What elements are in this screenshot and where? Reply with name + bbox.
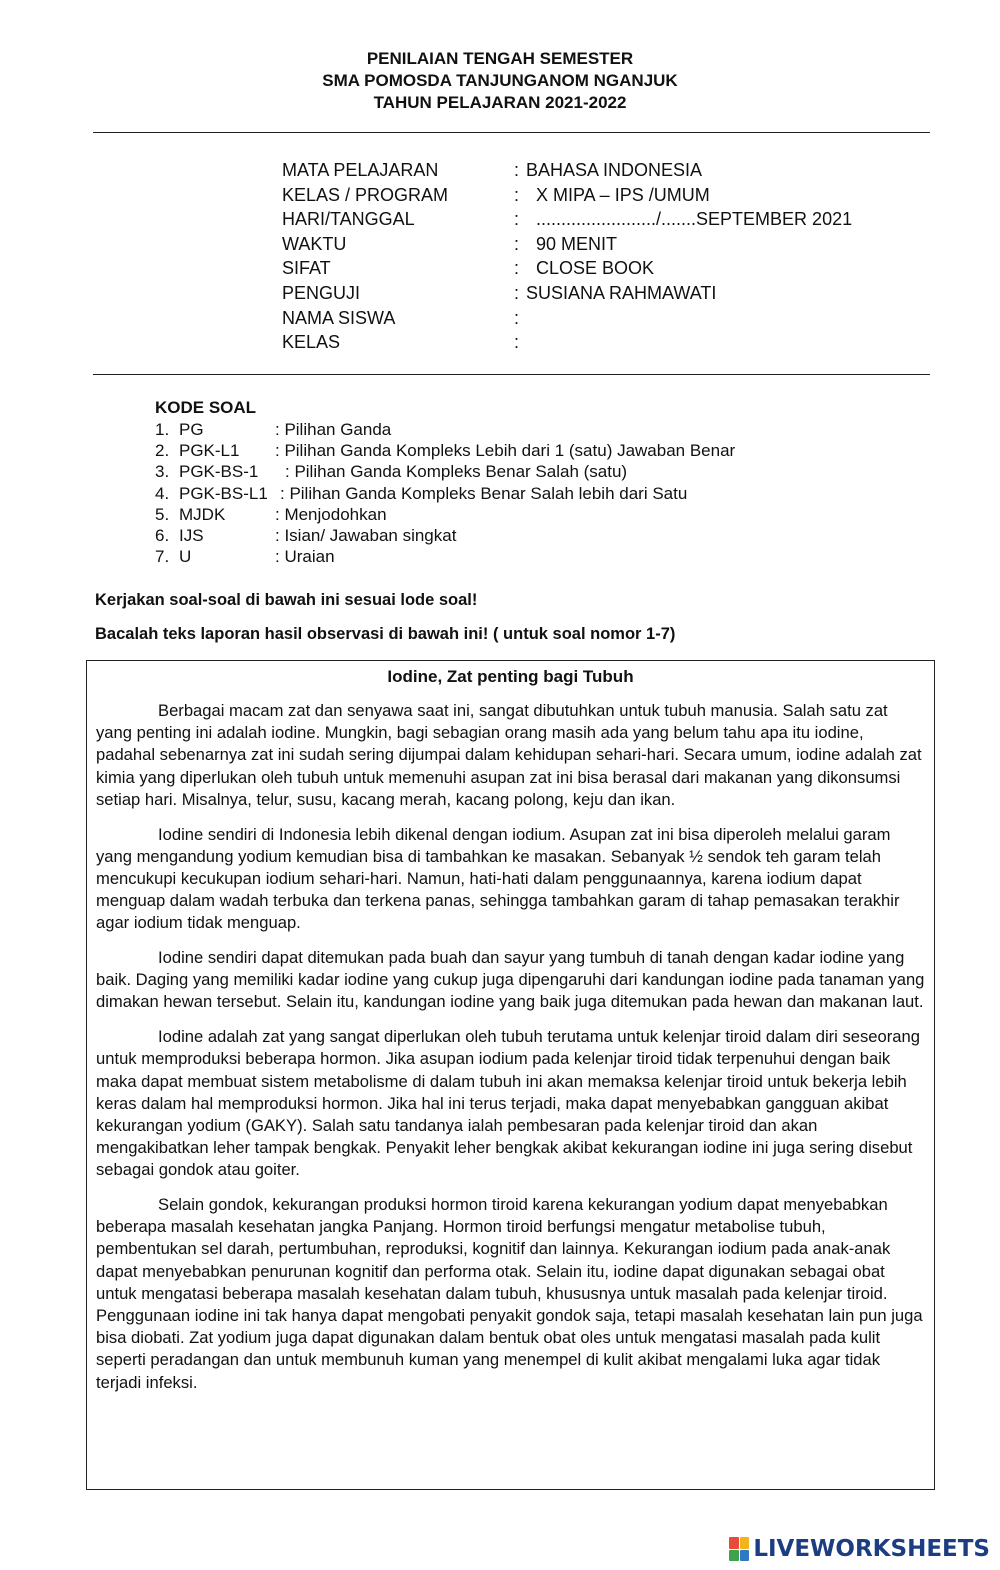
- legend-code: MJDK: [179, 504, 226, 524]
- divider-bottom: [93, 374, 930, 375]
- info-label: KELAS: [282, 332, 341, 353]
- header-line-2: SMA POMOSDA TANJUNGANOM NGANJUK: [322, 71, 678, 90]
- info-colon: :: [514, 258, 520, 279]
- info-value: CLOSE BOOK: [536, 258, 655, 279]
- info-value: BAHASA INDONESIA: [526, 160, 703, 180]
- info-colon: :: [514, 209, 520, 230]
- logo-text: LIVEWORKSHEETS: [753, 1536, 990, 1562]
- info-label: NAMA SISWA: [282, 307, 396, 328]
- legend-code: PGK-BS-L1: [179, 483, 268, 503]
- legend-description: : Uraian: [275, 547, 335, 567]
- info-colon: :: [514, 160, 520, 180]
- info-label: HARI/TANGGAL: [282, 209, 415, 230]
- legend-title: KODE SOAL: [155, 398, 257, 417]
- info-label: MATA PELAJARAN: [282, 160, 439, 180]
- legend-item: [155, 525, 457, 546]
- info-colon: :: [514, 233, 520, 254]
- legend-description: : Isian/ Jawaban singkat: [275, 525, 457, 545]
- article-paragraph: Berbagai macam zat dan senyawa saat ini, sangat dibutuhkan untuk tubuh manusia. Salah satu zat yang penting ini adalah iodine. Mungkin, bagi sebagian orang masih ada yang belum tahu apa itu iodine, padahal sebenarnya zat ini sudah sering dijumpai dalam kehidupan sehari-hari. Secara umum, iodine adalah zat kimia yang diperlukan oleh tubuh untuk memenuhi asupan zat ini bisa berasal dari makanan yang dikonsumsi setiap hari. Misalnya, telur, susu, kacang merah, kacang polong, keju dan ikan.: [96, 701, 922, 809]
- info-value: 90 MENIT: [536, 233, 618, 254]
- info-value: X MIPA – IPS /UMUM: [536, 184, 710, 205]
- document-header: [0, 48, 1000, 114]
- info-colon: :: [514, 184, 520, 205]
- legend-code: U: [179, 547, 192, 567]
- article-paragraph: Iodine sendiri di Indonesia lebih dikenal dengan iodium. Asupan zat ini bisa diperoleh melalui garam yang mengandung yodium kemudian bisa di tambahkan ke masakan. Sebanyak ½ sendok teh garam telah mencukupi kecukupan iodium sehari-hari. Namun, hati-hati dalam penggunaannya, karena iodium dapat menguap dalam wadah terbuka dan terkena panas, sehingga tambahkan garam di tahap pemasakan terakhir agar iodium tidak menguap.: [96, 824, 900, 933]
- legend-description: : Pilihan Ganda Kompleks Benar Salah (satu): [285, 462, 628, 482]
- legend-number: 3.: [155, 462, 170, 482]
- info-colon: :: [514, 332, 520, 353]
- header-line-1: PENILAIAN TENGAH SEMESTER: [366, 49, 634, 68]
- article-paragraph: Iodine adalah zat yang sangat diperlukan oleh tubuh terutama untuk kelenjar tiroid dalam diri seseorang untuk memproduksi beberapa hormon. Jika asupan iodium pada kelenjar tiroid tidak terpenuhui dengan baik maka dapat membuat sistem metabolisme di dalam tubuh ini akan memaksa kelenjar tiroid untuk bekerja lebih keras dalam hal memproduksi hormon. Jika hal ini terus terjadi, maka dapat menyebabkan gangguan akibat kekurangan yodium (GAKY). Salah satu tandanya ialah pembesaran pada kelenjar tiroid dan akan mengakibatkan leher tampak bengkak. Penyakit leher bengkak akibat kekurangan iodine ini juga sering disebut sebagai gondok atau goiter.: [96, 1027, 920, 1180]
- legend-number: 5.: [155, 504, 170, 524]
- legend-code: PGK-BS-1: [179, 462, 259, 482]
- legend-number: 1.: [155, 420, 170, 439]
- info-label: WAKTU: [282, 233, 347, 254]
- legend-description: : Pilihan Ganda: [275, 420, 392, 439]
- article-paragraph: Selain gondok, kekurangan produksi hormon tiroid karena kekurangan yodium dapat menyebabkan beberapa masalah kesehatan jangka Panjang. Hormon tiroid berfungsi mengatur metabolise tubuh, pembentukan sel darah, pertumbuhan, reproduksi, kognitif dan lainnya. Kekurangan iodium pada anak-anak dapat menyebabkan penurunan kognitif dan performa otak. Selain itu, iodine dapat digunakan sebagai obat untuk mengatasi beberapa masalah kesehatan dalam tubuh, khususnya untuk masalah pada kelenjar tiroid. Penggunaan iodine ini tak hanya dapat mengobati penyakit gondok saja, tetapi masalah kesehatan lain pun juga bisa diobati. Zat yodium juga dapat digunakan dalam bentuk obat oles untuk mengatasi masalah pada kulit seperti peradangan dan untuk membunuh kuman yang menempel di kulit akibat mengalami luka agar tidak terjadi infeksi.: [96, 1195, 923, 1392]
- liveworksheets-logo-icon: [729, 1537, 749, 1561]
- legend-code: PG: [179, 420, 204, 439]
- legend-number: 4.: [155, 483, 170, 503]
- legend-item: [155, 546, 335, 567]
- info-label: SIFAT: [282, 258, 331, 279]
- divider-top: [93, 132, 930, 133]
- article-paragraph: Iodine sendiri dapat ditemukan pada buah dan sayur yang tumbuh di tanah dengan kadar iodine yang baik. Daging yang memiliki kadar iodine yang cukup juga dipengaruhi dari kandungan iodine pada tanaman yang dimakan hewan tersebut. Selain itu, kandungan iodine yang baik juga ditemukan pada hewan dan makanan laut.: [96, 948, 925, 1012]
- instruction-general: Kerjakan soal-soal di bawah ini sesuai lode soal!: [95, 591, 478, 609]
- instruction-reading: Bacalah teks laporan hasil observasi di bawah ini! ( untuk soal nomor 1-7): [95, 625, 676, 643]
- legend-item: [155, 440, 736, 461]
- legend-description: : Pilihan Ganda Kompleks Benar Salah lebih dari Satu: [280, 483, 688, 503]
- info-value: ......................../.......SEPTEMBER 2021: [536, 209, 853, 230]
- reading-text-box: [86, 660, 935, 1490]
- legend-number: 2.: [155, 441, 170, 461]
- legend-number: 6.: [155, 525, 170, 545]
- article-title: Iodine, Zat penting bagi Tubuh: [387, 667, 634, 686]
- legend-code: IJS: [179, 525, 204, 545]
- legend-item: [155, 504, 387, 525]
- info-label: KELAS / PROGRAM: [282, 184, 449, 205]
- legend-item: [155, 419, 392, 440]
- legend-code: PGK-L1: [179, 441, 240, 461]
- info-label: PENGUJI: [282, 282, 361, 303]
- legend-description: : Pilihan Ganda Kompleks Lebih dari 1 (satu) Jawaban Benar: [275, 441, 736, 461]
- legend-item: [155, 461, 628, 482]
- header-line-3: TAHUN PELAJARAN 2021-2022: [373, 93, 627, 112]
- info-colon: :: [514, 307, 520, 328]
- legend-number: 7.: [155, 547, 170, 567]
- legend-description: : Menjodohkan: [275, 504, 387, 524]
- info-colon: :: [514, 282, 520, 303]
- question-code-legend: [155, 397, 736, 567]
- info-value: SUSIANA RAHMAWATI: [526, 282, 717, 303]
- legend-item: [155, 483, 688, 504]
- liveworksheets-logo[interactable]: [729, 1536, 990, 1562]
